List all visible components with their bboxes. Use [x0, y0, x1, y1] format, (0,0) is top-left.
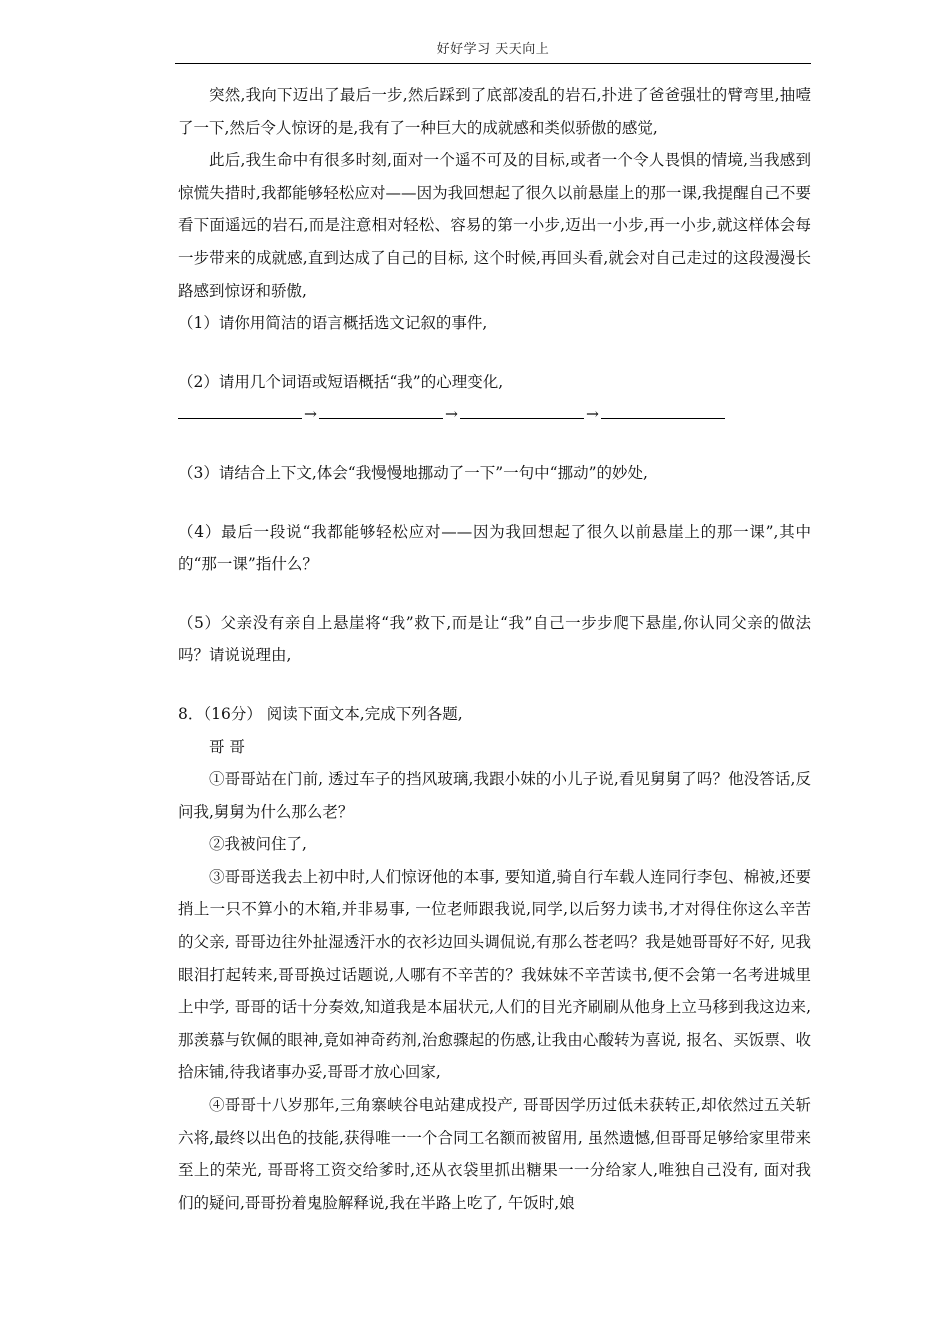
question-4: （4）最后一段说“我都能够轻松应对——因为我回想起了很久以前悬崖上的那一课”,其中的“那一课”指什么？: [178, 522, 811, 574]
document-body: [178, 79, 811, 1219]
question-2: （2）请用几个词语或短语概括“我”的心理变化,: [178, 372, 504, 391]
answer-blank[interactable]: [460, 400, 584, 419]
answer-space: [178, 490, 811, 516]
story-paragraph: ③哥哥送我去上初中时,人们惊讶他的本事, 要知道,骑自行车载人连同行李包、棉被,还要捎上一只不算小的木箱,并非易事, 一位老师跟我说,同学,以后努力读书,才对得住你这么辛苦的父亲, 哥哥边往外扯湿透汗水的衣衫边回头调侃说,有那么苍老吗？我是她哥哥好不好, 见我眼泪打起转来,哥哥换过话题说,人哪有不辛苦的？我妹妹不辛苦读书,便不会第一名考进城里上中学, 哥哥的话十分奏效,知道我是本届状元,人们的目光齐刷刷从他身上立马移到我这边来,那羡慕与钦佩的眼神,竟如神奇药剂,治愈骤起的伤感,让我由心酸转为喜说, 报名、买饭票、收拾床铺,待我诸事办妥,哥哥才放心回家,: [178, 867, 811, 1082]
story-paragraph: ②我被问住了,: [209, 835, 307, 854]
arrow-glyph: →: [586, 405, 599, 424]
answer-blank[interactable]: [601, 400, 725, 419]
answer-blank[interactable]: [178, 400, 302, 419]
arrow-glyph: →: [445, 405, 458, 424]
page-header: 好好学习 天天向上: [436, 42, 550, 57]
answer-blanks: [178, 398, 811, 431]
section-heading: 8．（16分） 阅读下面文本,完成下列各题,: [178, 704, 463, 723]
answer-space: [178, 672, 811, 698]
story-paragraph: ①哥哥站在门前, 透过车子的挡风玻璃,我跟小妹的小儿子说,看见舅舅了吗？他没答话,反问我,舅舅为什么那么老？: [178, 770, 811, 821]
question-5: （5）父亲没有亲自上悬崖将“我”救下,而是让“我”自己一步步爬下悬崖,你认同父亲的做法吗？请说说理由,: [178, 613, 811, 665]
answer-space: [178, 340, 811, 366]
story-title: 哥 哥: [209, 737, 245, 756]
header-divider: [175, 63, 811, 64]
question-3: （3）请结合上下文,体会“我慢慢地挪动了一下”一句中“挪动”的妙处,: [178, 463, 648, 482]
answer-space: [178, 581, 811, 607]
arrow-glyph: →: [304, 405, 317, 424]
question-1: （1）请你用简洁的语言概括选文记叙的事件,: [178, 314, 488, 333]
passage-paragraph: 突然,我向下迈出了最后一步,然后踩到了底部凌乱的岩石,扑进了爸爸强壮的臂弯里,抽噎了一下,然后令人惊讶的是,我有了一种巨大的成就感和类似骄傲的感觉,: [178, 86, 811, 137]
passage-paragraph: 此后,我生命中有很多时刻,面对一个遥不可及的目标,或者一个令人畏惧的情境,当我感到惊慌失措时,我都能够轻松应对——因为我回想起了很久以前悬崖上的那一课,我提醒自己不要看下面遥远的岩石,而是注意相对轻松、容易的第一小步,迈出一小步,再一小步,就这样体会每一步带来的成就感,直到达成了自己的目标, 这个时候,再回头看,就会对自己走过的这段漫漫长路感到惊讶和骄傲,: [178, 151, 811, 300]
answer-space: [178, 431, 811, 457]
story-paragraph: ④哥哥十八岁那年,三角寨峡谷电站建成投产, 哥哥因学历过低未获转正,却依然过五关斩六将,最终以出色的技能,获得唯一一个合同工名额而被留用, 虽然遗憾,但哥哥足够给家里带来至上的荣光, 哥哥将工资交给爹时,还从衣袋里抓出糖果一一分给家人,唯独自己没有, 面对我们的疑问,哥哥扮着鬼脸解释说,我在半路上吃了, 午饭时,娘: [178, 1096, 811, 1212]
answer-blank[interactable]: [319, 400, 443, 419]
